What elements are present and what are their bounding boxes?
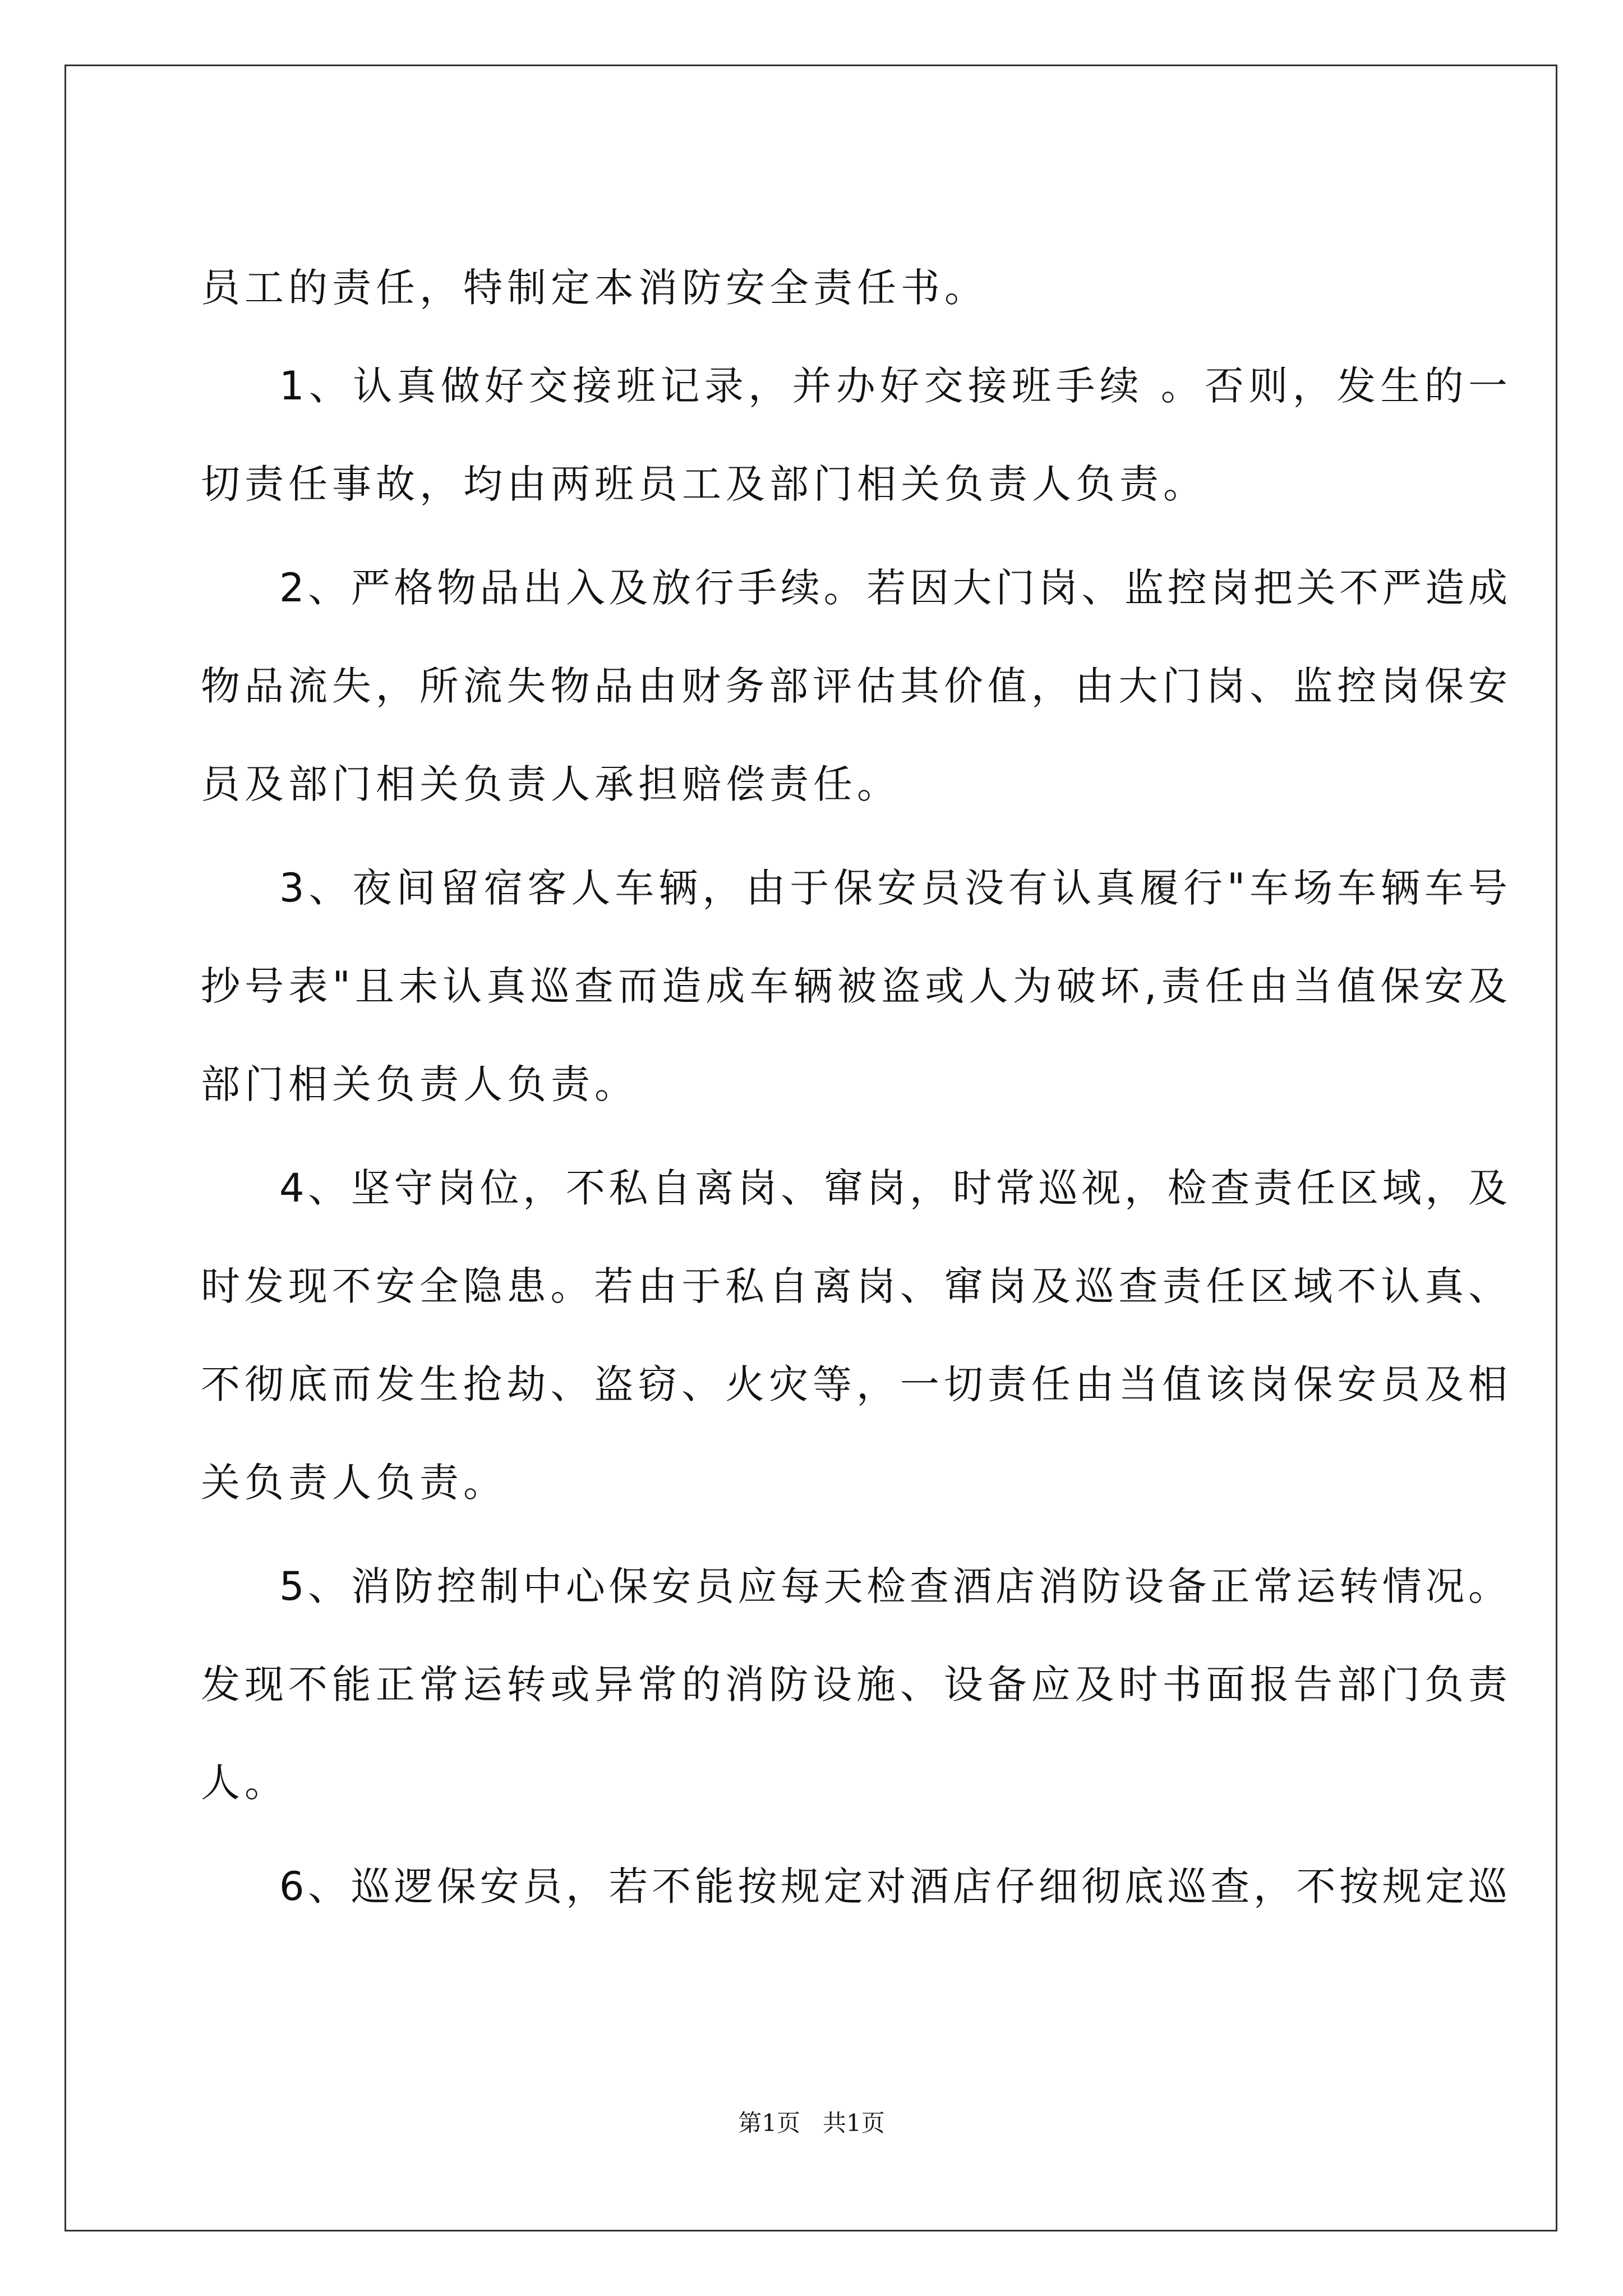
page-number: 第1页 <box>738 2109 800 2137</box>
text-line: 员工的责任，特制定本消防安全责任书。 <box>201 265 988 311</box>
text-line: 1、认真做好交接班记录，并办好交接班手续 。否则，发生的一 <box>279 363 1507 409</box>
text-line: 时发现不安全隐患。若由于私自离岗、窜岗及巡查责任区域不认真、 <box>201 1263 1507 1309</box>
page-frame <box>64 65 1557 2231</box>
text-line: 关负责人负责。 <box>201 1460 507 1506</box>
text-line: 员及部门相关负责人承担赔偿责任。 <box>201 761 901 807</box>
text-line: 2、严格物品出入及放行手续。若因大门岗、监控岗把关不严造成 <box>279 565 1507 611</box>
text-line: 6、巡逻保安员，若不能按规定对酒店仔细彻底巡查，不按规定巡 <box>279 1864 1507 1910</box>
page-total: 共1页 <box>823 2109 885 2137</box>
text-line: 切责任事故，均由两班员工及部门相关负责人负责。 <box>201 461 1207 507</box>
text-line: 人。 <box>201 1760 288 1806</box>
text-line: 不彻底而发生抢劫、盗窃、火灾等，一切责任由当值该岗保安员及相 <box>201 1361 1507 1407</box>
text-line: 5、消防控制中心保安员应每天检查酒店消防设备正常运转情况。 <box>279 1563 1507 1609</box>
text-line: 抄号表"且未认真巡查而造成车辆被盗或人为破坏,责任由当值保安及 <box>201 963 1507 1009</box>
text-line: 3、夜间留宿客人车辆，由于保安员没有认真履行"车场车辆车号 <box>279 865 1507 911</box>
text-line: 4、坚守岗位，不私自离岗、窜岗，时常巡视，检查责任区域，及 <box>279 1165 1507 1211</box>
text-line: 物品流失，所流失物品由财务部评估其价值，由大门岗、监控岗保安 <box>201 663 1507 709</box>
page-footer <box>0 2106 1623 2140</box>
text-line: 部门相关负责人负责。 <box>201 1061 638 1107</box>
text-line: 发现不能正常运转或异常的消防设施、设备应及时书面报告部门负责 <box>201 1662 1507 1708</box>
